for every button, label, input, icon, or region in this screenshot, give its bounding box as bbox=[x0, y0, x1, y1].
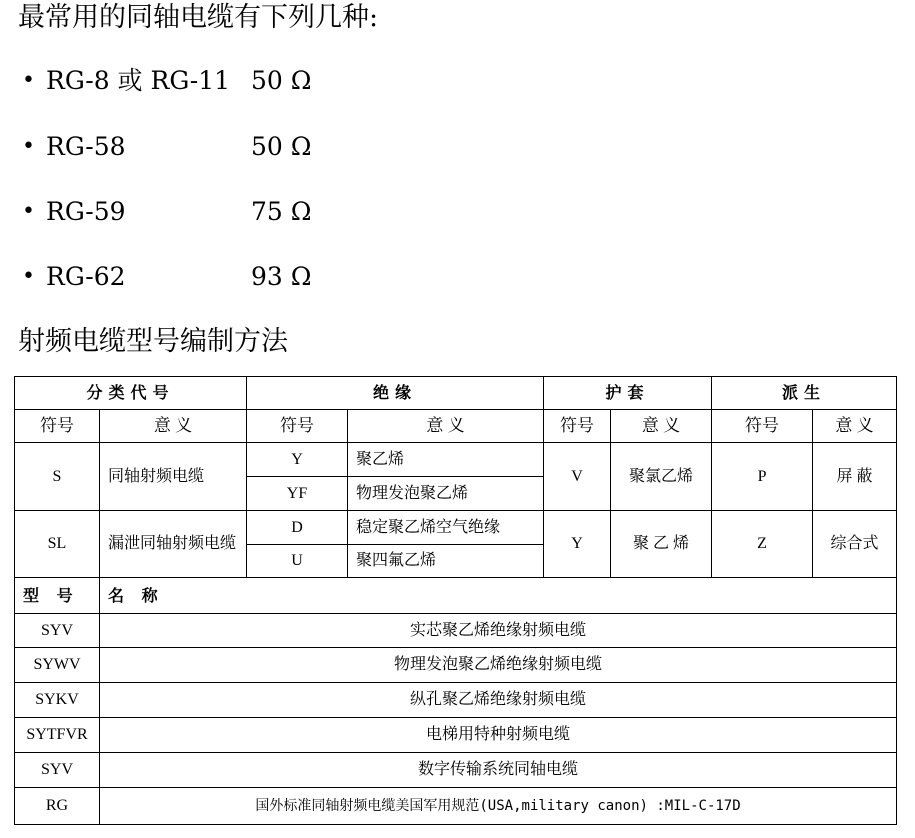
derivation-meaning: 屏 蔽 bbox=[813, 443, 897, 511]
group-header-sheath: 护套 bbox=[544, 377, 712, 410]
sub-header-symbol: 符号 bbox=[15, 410, 100, 443]
insulation-symbol: U bbox=[247, 545, 348, 578]
group-header-insulation: 绝缘 bbox=[247, 377, 544, 410]
sub-header-symbol: 符号 bbox=[247, 410, 348, 443]
sub-header-meaning: 意 义 bbox=[348, 410, 544, 443]
bullet-icon: • bbox=[22, 199, 35, 224]
name-header: 名 称 bbox=[100, 578, 897, 614]
insulation-symbol: D bbox=[247, 511, 348, 545]
model-header-row bbox=[15, 578, 897, 614]
table-group-header-row bbox=[15, 377, 897, 410]
model-code: SYWV bbox=[15, 648, 100, 683]
insulation-meaning: 物理发泡聚乙烯 bbox=[348, 477, 544, 511]
model-name: 电梯用特种射频电缆 bbox=[100, 718, 897, 753]
classification-symbol: SL bbox=[15, 511, 100, 578]
sub-header-symbol: 符号 bbox=[712, 410, 813, 443]
model-name: 数字传输系统同轴电缆 bbox=[100, 753, 897, 788]
sub-header-symbol: 符号 bbox=[544, 410, 611, 443]
model-code: SYV bbox=[15, 753, 100, 788]
model-name: 物理发泡聚乙烯绝缘射频电缆 bbox=[100, 648, 897, 683]
sub-header-meaning: 意 义 bbox=[611, 410, 712, 443]
classification-meaning: 漏泄同轴射频电缆 bbox=[100, 511, 247, 578]
model-name: 纵孔聚乙烯绝缘射频电缆 bbox=[100, 683, 897, 718]
cable-type-name: RG-58 bbox=[46, 132, 126, 161]
insulation-meaning: 聚四氟乙烯 bbox=[348, 545, 544, 578]
classification-symbol: S bbox=[15, 443, 100, 511]
model-code: SYV bbox=[15, 614, 100, 648]
table-row bbox=[15, 788, 897, 825]
table-row bbox=[15, 718, 897, 753]
sheath-meaning: 聚氯乙烯 bbox=[611, 443, 712, 511]
derivation-meaning: 综合式 bbox=[813, 511, 897, 578]
insulation-symbol: YF bbox=[247, 477, 348, 511]
derivation-symbol: P bbox=[712, 443, 813, 511]
sheath-symbol: V bbox=[544, 443, 611, 511]
table-row bbox=[15, 683, 897, 718]
table-sub-header-row bbox=[15, 410, 897, 443]
cable-type-name: RG-8 或 RG-11 bbox=[46, 66, 231, 95]
table-row bbox=[15, 443, 897, 477]
model-code: SYKV bbox=[15, 683, 100, 718]
model-code: SYTFVR bbox=[15, 718, 100, 753]
table-row bbox=[15, 753, 897, 788]
model-name: 实芯聚乙烯绝缘射频电缆 bbox=[100, 614, 897, 648]
heading-common-cable-types: 最常用的同轴电缆有下列几种: bbox=[18, 2, 379, 33]
heading-model-coding-method: 射频电缆型号编制方法 bbox=[18, 326, 288, 357]
cable-impedance: 50 Ω bbox=[251, 132, 312, 161]
model-code: RG bbox=[15, 788, 100, 825]
cable-model-code-table bbox=[14, 376, 897, 825]
model-name: 国外标准同轴射频电缆美国军用规范(USA,military canon) :MIL-C-17D bbox=[100, 788, 897, 825]
cable-impedance: 50 Ω bbox=[251, 66, 312, 95]
table-row bbox=[15, 614, 897, 648]
bullet-icon: • bbox=[22, 68, 35, 93]
bullet-icon: • bbox=[22, 264, 35, 289]
model-header: 型 号 bbox=[15, 578, 100, 614]
insulation-symbol: Y bbox=[247, 443, 348, 477]
classification-meaning: 同轴射频电缆 bbox=[100, 443, 247, 511]
table-row bbox=[15, 648, 897, 683]
group-header-derivation: 派生 bbox=[712, 377, 897, 410]
sub-header-meaning: 意 义 bbox=[100, 410, 247, 443]
cable-impedance: 75 Ω bbox=[251, 197, 312, 226]
bullet-icon: • bbox=[22, 134, 35, 159]
group-header-classification: 分类代号 bbox=[15, 377, 247, 410]
cable-type-name: RG-62 bbox=[46, 262, 126, 291]
cable-impedance: 93 Ω bbox=[251, 262, 312, 291]
derivation-symbol: Z bbox=[712, 511, 813, 578]
sheath-meaning: 聚 乙 烯 bbox=[611, 511, 712, 578]
insulation-meaning: 稳定聚乙烯空气绝缘 bbox=[348, 511, 544, 545]
insulation-meaning: 聚乙烯 bbox=[348, 443, 544, 477]
sheath-symbol: Y bbox=[544, 511, 611, 578]
sub-header-meaning: 意 义 bbox=[813, 410, 897, 443]
table-row bbox=[15, 511, 897, 545]
cable-type-name: RG-59 bbox=[46, 197, 126, 226]
